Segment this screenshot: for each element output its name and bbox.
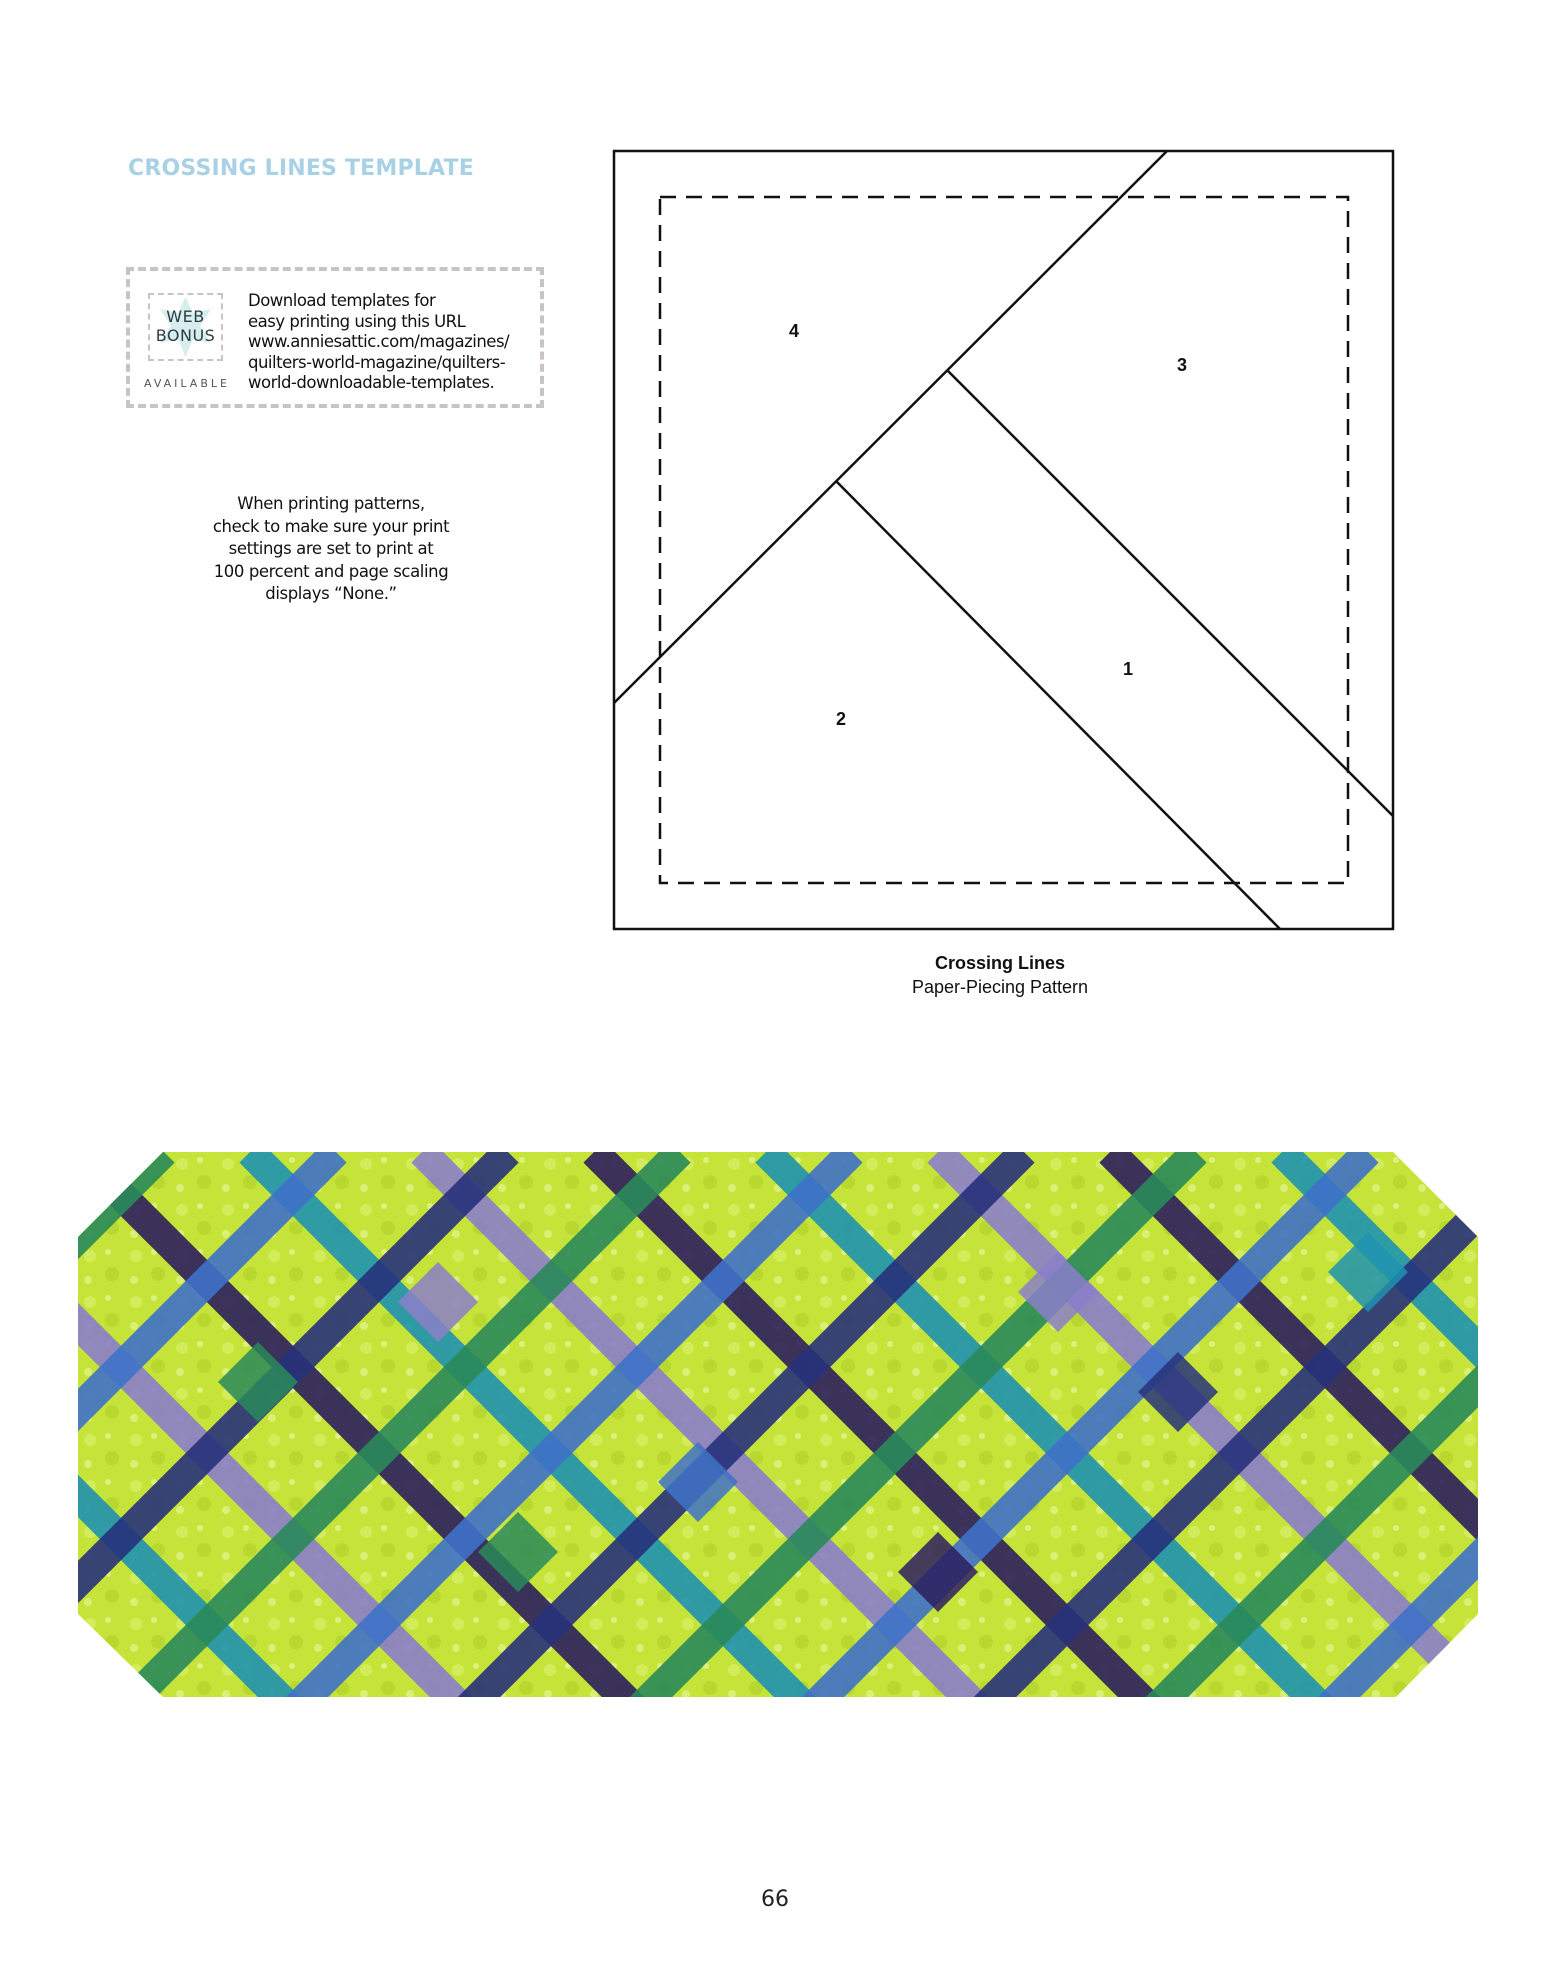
web-bonus-url-line[interactable]: world-downloadable-templates. xyxy=(248,373,495,392)
pattern-line-a xyxy=(614,151,1167,703)
piece-label-3: 3 xyxy=(1177,355,1188,375)
print-note-line: 100 percent and page scaling xyxy=(213,561,449,581)
badge-available-label: AVAILABLE xyxy=(144,377,230,390)
page-number: 66 xyxy=(761,1887,789,1912)
table-runner-quilt-photo xyxy=(78,1152,1478,1712)
web-bonus-url-line[interactable]: quilters-world-magazine/quilters- xyxy=(248,352,506,372)
print-note-line: displays “None.” xyxy=(265,584,397,603)
pattern-caption xyxy=(850,951,1150,999)
print-note-line: settings are set to print at xyxy=(228,539,434,558)
print-note-line: When printing patterns, xyxy=(237,494,425,513)
pattern-caption-subtitle: Paper-Piecing Pattern xyxy=(911,977,1089,997)
web-bonus-line: easy printing using this URL xyxy=(248,311,466,331)
page-title: CROSSING LINES TEMPLATE xyxy=(128,156,474,181)
pattern-line-b xyxy=(836,481,1280,929)
badge-line-web: WEB xyxy=(166,307,205,326)
pattern-seam-line xyxy=(660,197,1348,883)
web-bonus-url-line[interactable]: www.anniesattic.com/magazines/ xyxy=(248,332,510,351)
piece-label-1: 1 xyxy=(1123,659,1134,679)
piece-label-2: 2 xyxy=(836,709,847,729)
piece-label-4: 4 xyxy=(789,321,800,341)
web-bonus-line: Download templates for xyxy=(248,291,436,310)
pattern-line-c xyxy=(947,370,1393,816)
badge-line-bonus: BONUS xyxy=(155,326,216,345)
print-note-line: check to make sure your print xyxy=(212,516,450,536)
pattern-caption-title: Crossing Lines xyxy=(934,953,1066,973)
pattern-outer-border xyxy=(614,151,1393,929)
